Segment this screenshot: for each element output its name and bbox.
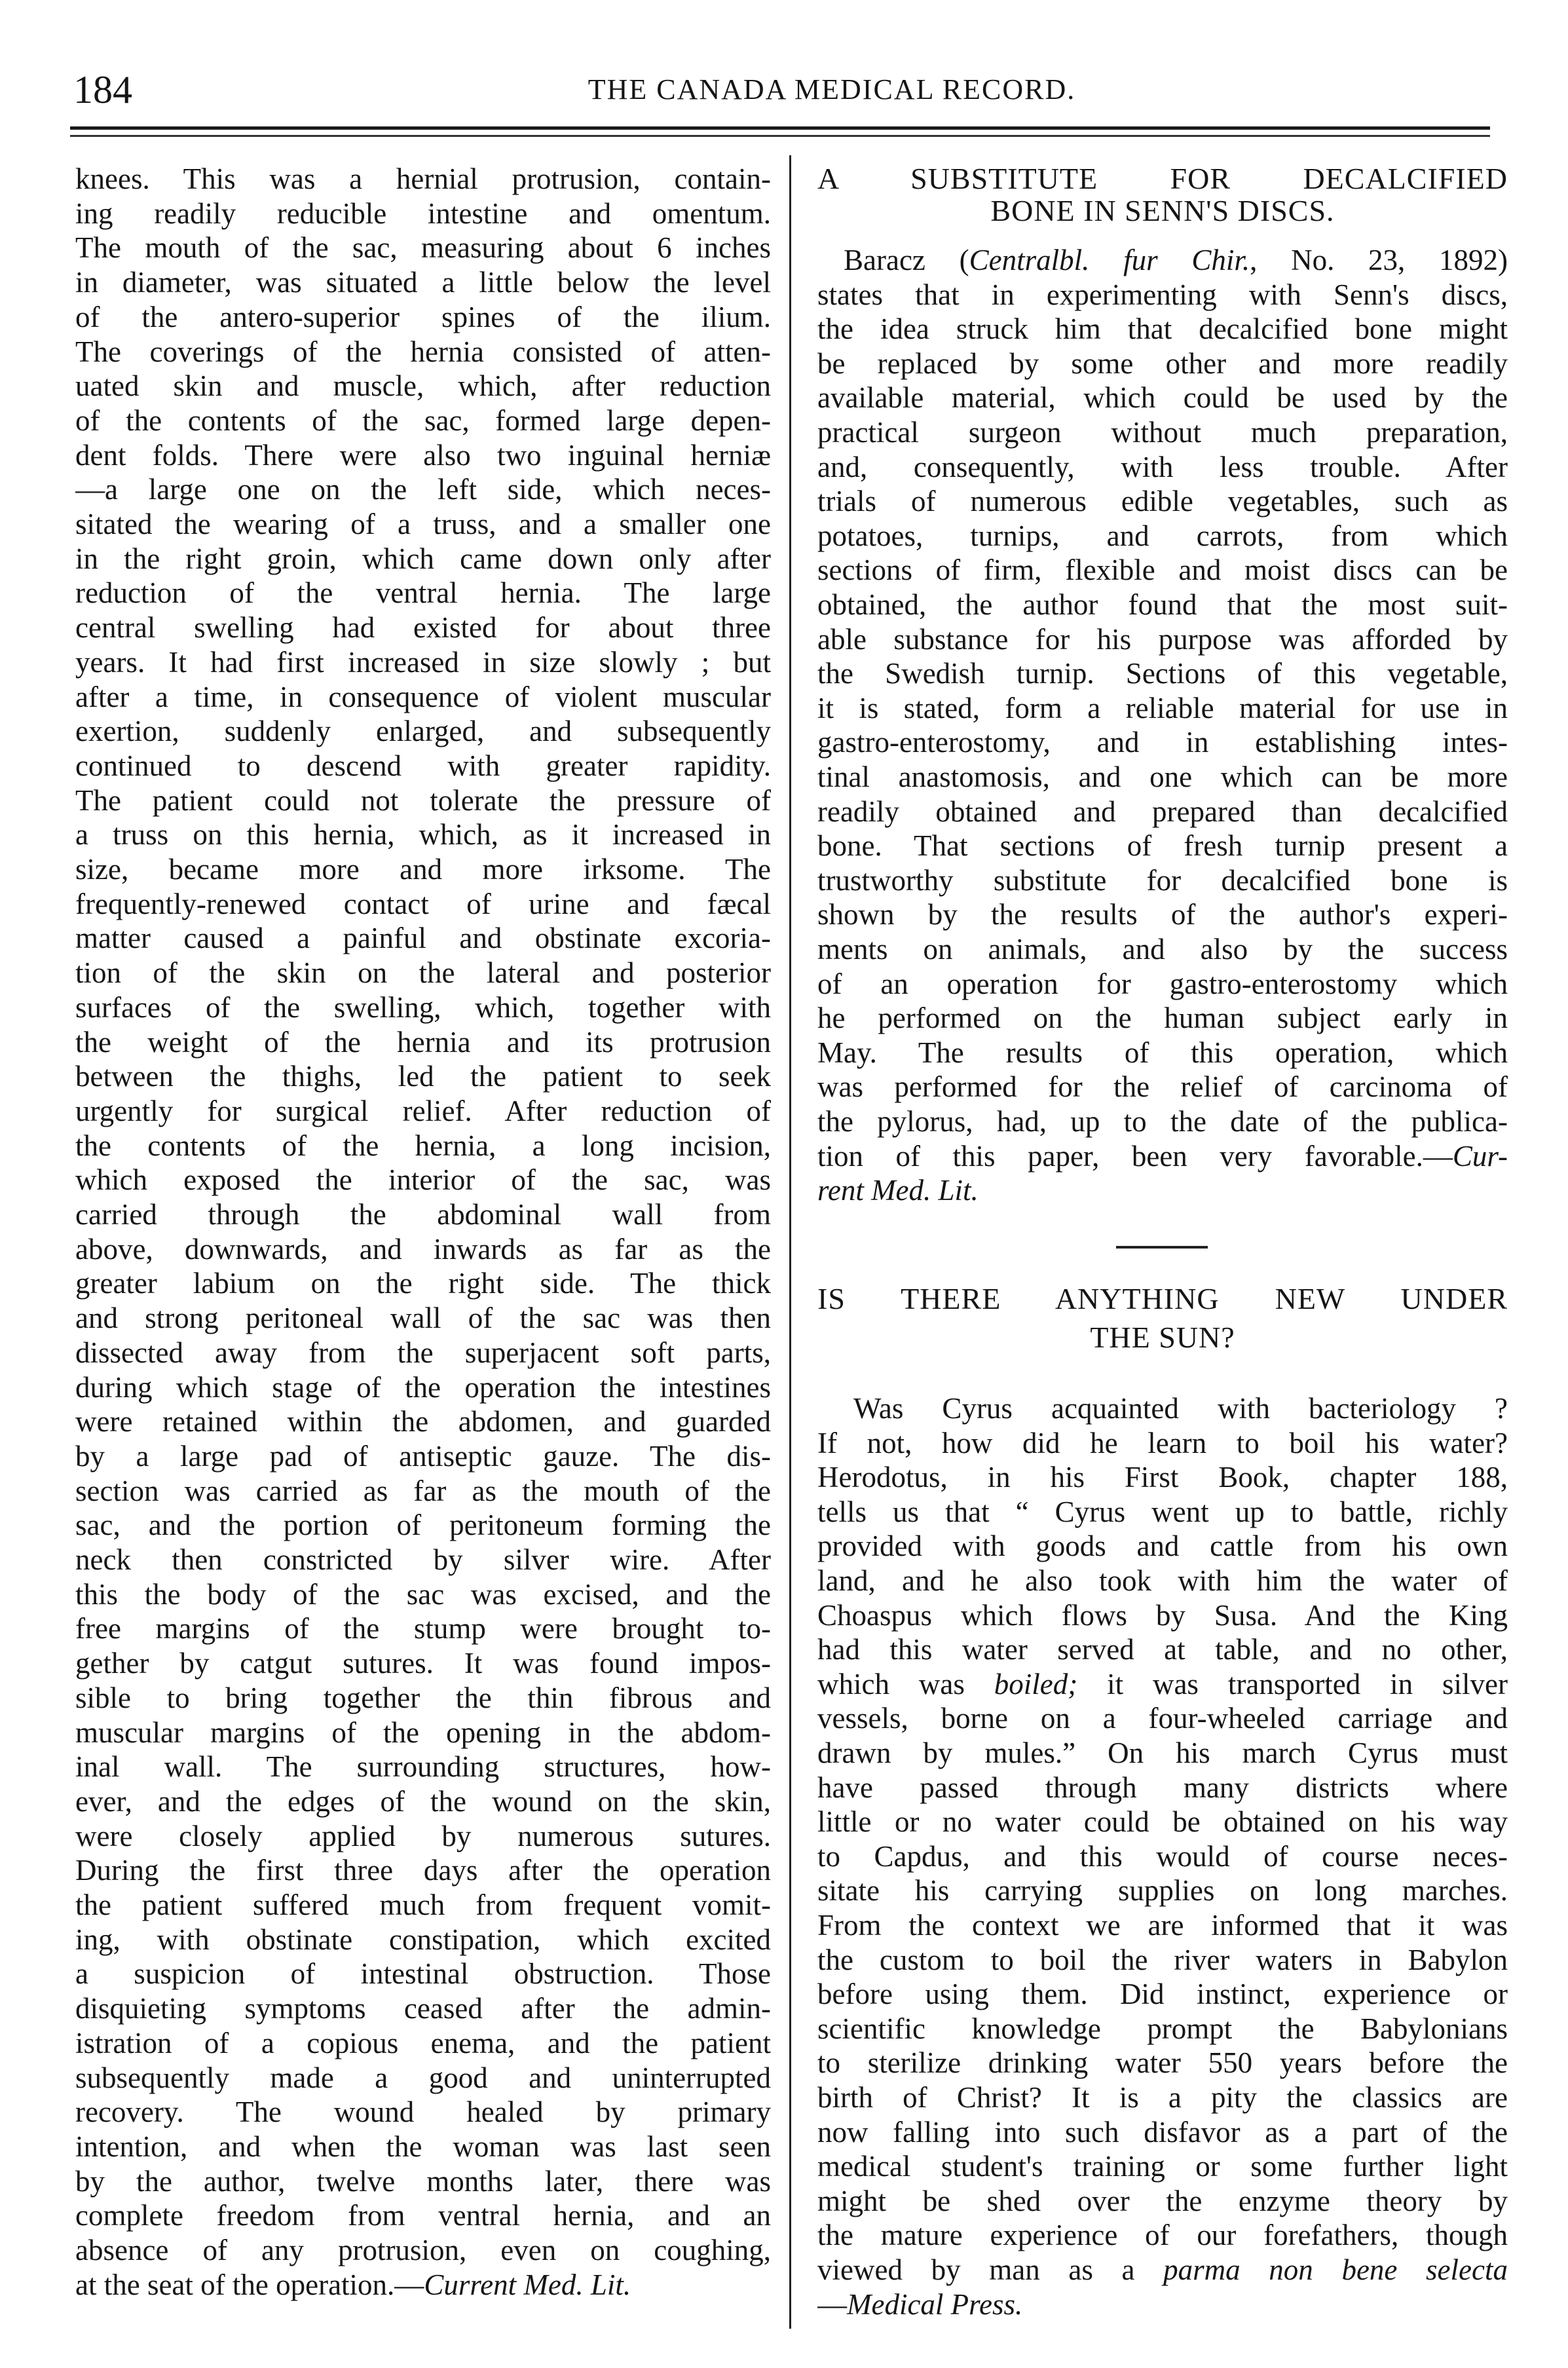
text-line: able substance for his purpose was afforded by bbox=[817, 623, 1508, 656]
text-line: readily obtained and prepared than decalcified bbox=[817, 795, 1508, 828]
text-line: Choaspus which flows by Susa. And the King bbox=[817, 1599, 1508, 1632]
text-line: by a large pad of antiseptic gauze. The dis- bbox=[75, 1440, 771, 1473]
text-line: istration of a copious enema, and the patient bbox=[75, 2027, 771, 2059]
text-line: the contents of the hernia, a long incision, bbox=[75, 1129, 771, 1162]
text-line: greater labium on the right side. The thick bbox=[75, 1267, 771, 1300]
text-line: knees. This was a hernial protrusion, contain- bbox=[75, 162, 771, 195]
text-line: frequently-renewed contact of urine and fæcal bbox=[75, 888, 771, 920]
text-line: years. It had first increased in size slowly ; but bbox=[75, 646, 771, 679]
text-line: this the body of the sac was excised, and the bbox=[75, 1578, 771, 1611]
text-line: which exposed the interior of the sac, was bbox=[75, 1163, 771, 1196]
text-line: central swelling had existed for about three bbox=[75, 611, 771, 644]
text-line: tinal anastomosis, and one which can be more bbox=[817, 761, 1508, 793]
text-line: subsequently made a good and uninterrupted bbox=[75, 2061, 771, 2094]
text-line: before using them. Did instinct, experience or bbox=[817, 1978, 1508, 2010]
article-title: A SUBSTITUTE FOR DECALCIFIED bbox=[817, 162, 1508, 195]
article-title: THE SUN? bbox=[1090, 1321, 1235, 1354]
text-line: scientific knowledge prompt the Babylonians bbox=[817, 2012, 1508, 2045]
text-line: of an operation for gastro-enterostomy which bbox=[817, 968, 1508, 1000]
text-line bbox=[844, 243, 1508, 277]
text-line: were retained within the abdomen, and guarded bbox=[75, 1405, 771, 1438]
article-title: IS THERE ANYTHING NEW UNDER bbox=[817, 1282, 1508, 1315]
text-line: —a large one on the left side, which neces- bbox=[75, 473, 771, 506]
text-line: neck then constricted by silver wire. After bbox=[75, 1543, 771, 1576]
text-line bbox=[817, 1667, 1508, 1701]
text-line: urgently for surgical relief. After reduction of bbox=[75, 1095, 771, 1127]
text-line: he performed on the human subject early in bbox=[817, 1002, 1508, 1034]
text-line: disquieting symptoms ceased after the admin- bbox=[75, 1992, 771, 2025]
text-line: during which stage of the operation the intestines bbox=[75, 1371, 771, 1404]
header-rule-thick bbox=[70, 126, 1490, 130]
text-line: tion of the skin on the lateral and posterior bbox=[75, 956, 771, 989]
text-segment: , No. 23, 1892) bbox=[1250, 244, 1508, 276]
text-line: above, downwards, and inwards as far as the bbox=[75, 1233, 771, 1266]
text-line: size, became more and more irksome. The bbox=[75, 853, 771, 886]
text-line: ever, and the edges of the wound on the skin, bbox=[75, 1785, 771, 1818]
text-line: states that in experimenting with Senn's discs, bbox=[817, 278, 1508, 311]
text-line: During the first three days after the operation bbox=[75, 1854, 771, 1887]
text-segment: it was transported in silver bbox=[1077, 1668, 1508, 1701]
article-separator-rule bbox=[1116, 1246, 1208, 1249]
text-line: Was Cyrus acquainted with bacteriology ? bbox=[853, 1392, 1508, 1425]
text-line: ments on animals, and also by the success bbox=[817, 933, 1508, 966]
text-line: shown by the results of the author's experi- bbox=[817, 898, 1508, 931]
text-line: bone. That sections of fresh turnip present a bbox=[817, 829, 1508, 862]
text-line: birth of Christ? It is a pity the classics are bbox=[817, 2081, 1508, 2114]
text-line: ing readily reducible intestine and omentum. bbox=[75, 197, 771, 230]
text-line: free margins of the stump were brought to- bbox=[75, 1612, 771, 1645]
text-line: available material, which could be used by the bbox=[817, 381, 1508, 414]
text-line: to sterilize drinking water 550 years before the bbox=[817, 2046, 1508, 2079]
text-line: potatoes, turnips, and carrots, from which bbox=[817, 519, 1508, 552]
text-line: drawn by mules.” On his march Cyrus must bbox=[817, 1737, 1508, 1769]
italic-text: Medical Press. bbox=[847, 2288, 1023, 2321]
text-line: From the context we are informed that it was bbox=[817, 1909, 1508, 1942]
text-line: section was carried as far as the mouth of the bbox=[75, 1475, 771, 1507]
text-line: vessels, borne on a four-wheeled carriage and bbox=[817, 1702, 1508, 1735]
text-line: continued to descend with greater rapidity. bbox=[75, 749, 771, 782]
text-line: intention, and when the woman was last seen bbox=[75, 2130, 771, 2163]
text-line: trials of numerous edible vegetables, such as bbox=[817, 485, 1508, 517]
text-line: the weight of the hernia and its protrusion bbox=[75, 1026, 771, 1059]
text-segment: Baracz ( bbox=[844, 244, 969, 276]
text-line: gether by catgut sutures. It was found impos- bbox=[75, 1647, 771, 1680]
text-line bbox=[817, 2253, 1508, 2287]
text-line: the Swedish turnip. Sections of this vegetable, bbox=[817, 657, 1508, 690]
text-line bbox=[817, 1139, 1508, 1173]
text-line: of the contents of the sac, formed large depen- bbox=[75, 404, 771, 437]
text-line: between the thighs, led the patient to seek bbox=[75, 1060, 771, 1093]
journal-title: THE CANADA MEDICAL RECORD. bbox=[588, 73, 1076, 105]
text-line: matter caused a painful and obstinate excoria- bbox=[75, 922, 771, 954]
text-line: ing, with obstinate constipation, which excited bbox=[75, 1923, 771, 1956]
text-line: The coverings of the hernia consisted of atten- bbox=[75, 335, 771, 368]
text-line: dent folds. There were also two inguinal herniæ bbox=[75, 439, 771, 472]
text-line: a truss on this hernia, which, as it increased in bbox=[75, 818, 771, 851]
text-line: May. The results of this operation, which bbox=[817, 1036, 1508, 1069]
text-line: dissected away from the superjacent soft parts, bbox=[75, 1336, 771, 1369]
text-line: and strong peritoneal wall of the sac was then bbox=[75, 1302, 771, 1334]
text-segment: at the seat of the operation.— bbox=[75, 2268, 424, 2301]
article-title: BONE IN SENN'S DISCS. bbox=[990, 194, 1335, 227]
text-line: were closely applied by numerous sutures. bbox=[75, 1820, 771, 1852]
page-number: 184 bbox=[73, 68, 132, 111]
text-line: sitated the wearing of a truss, and a smaller one bbox=[75, 508, 771, 540]
text-line: little or no water could be obtained on his way bbox=[817, 1805, 1508, 1838]
text-line: gastro-enterostomy, and in establishing intes- bbox=[817, 726, 1508, 759]
text-line: muscular margins of the opening in the abdom- bbox=[75, 1716, 771, 1749]
text-line: sac, and the portion of peritoneum forming the bbox=[75, 1509, 771, 1541]
text-line: to Capdus, and this would of course neces- bbox=[817, 1840, 1508, 1873]
text-line: have passed through many districts where bbox=[817, 1771, 1508, 1804]
text-line: of the antero-superior spines of the ilium. bbox=[75, 301, 771, 333]
italic-text: boiled; bbox=[994, 1668, 1078, 1701]
text-line: the patient suffered much from frequent vomit- bbox=[75, 1889, 771, 1921]
text-line: uated skin and muscle, which, after reduction bbox=[75, 369, 771, 402]
text-line: practical surgeon without much preparation, bbox=[817, 416, 1508, 449]
text-line: by the author, twelve months later, there was bbox=[75, 2165, 771, 2198]
text-line: reduction of the ventral hernia. The large bbox=[75, 576, 771, 609]
text-line: a suspicion of intestinal obstruction. Those bbox=[75, 1957, 771, 1990]
text-line: If not, how did he learn to boil his water? bbox=[817, 1427, 1508, 1459]
text-segment: which was bbox=[817, 1668, 994, 1701]
text-line: had this water served at table, and no other, bbox=[817, 1633, 1508, 1666]
text-line: obtained, the author found that the most suit- bbox=[817, 588, 1508, 621]
text-line: the idea struck him that decalcified bone might bbox=[817, 312, 1508, 345]
text-line: it is stated, form a reliable material for use in bbox=[817, 692, 1508, 724]
text-segment: tion of this paper, been very favorable.— bbox=[817, 1140, 1453, 1173]
text-line: in diameter, was situated a little below the level bbox=[75, 266, 771, 299]
header-double-rule bbox=[70, 126, 1490, 138]
text-line: the custom to boil the river waters in Babylon bbox=[817, 1944, 1508, 1976]
text-line: inal wall. The surrounding structures, how- bbox=[75, 1750, 771, 1783]
text-line: The mouth of the sac, measuring about 6 inches bbox=[75, 231, 771, 264]
text-line: recovery. The wound healed by primary bbox=[75, 2095, 771, 2128]
text-line: and, consequently, with less trouble. After bbox=[817, 451, 1508, 483]
text-line: trustworthy substitute for decalcified bone is bbox=[817, 864, 1508, 897]
text-line: sections of firm, flexible and moist discs can be bbox=[817, 554, 1508, 586]
italic-text: rent Med. Lit. bbox=[817, 1174, 979, 1207]
italic-text: Current Med. Lit. bbox=[424, 2268, 631, 2301]
text-line: carried through the abdominal wall from bbox=[75, 1198, 771, 1231]
text-line: medical student's training or some further light bbox=[817, 2150, 1508, 2183]
text-line bbox=[75, 2268, 771, 2302]
text-line: sitate his carrying supplies on long marches. bbox=[817, 1874, 1508, 1907]
text-line: sible to bring together the thin fibrous and bbox=[75, 1682, 771, 1714]
text-line bbox=[817, 1173, 1508, 1207]
text-line: the pylorus, had, up to the date of the publica- bbox=[817, 1105, 1508, 1138]
text-segment: viewed by man as a bbox=[817, 2253, 1164, 2286]
italic-text: parma non bene selecta bbox=[1163, 2253, 1508, 2286]
text-line: was performed for the relief of carcinoma of bbox=[817, 1070, 1508, 1103]
text-line: might be shed over the enzyme theory by bbox=[817, 2185, 1508, 2217]
text-line: The patient could not tolerate the pressure of bbox=[75, 784, 771, 817]
text-line: in the right groin, which came down only after bbox=[75, 542, 771, 575]
text-line: tells us that “ Cyrus went up to battle, richly bbox=[817, 1495, 1508, 1528]
text-line: land, and he also took with him the water of bbox=[817, 1564, 1508, 1597]
text-segment: — bbox=[817, 2288, 847, 2321]
header-rule-thin bbox=[70, 135, 1490, 137]
text-line: absence of any protrusion, even on coughing, bbox=[75, 2234, 771, 2266]
italic-text: Cur- bbox=[1452, 1140, 1508, 1173]
text-line: Herodotus, in his First Book, chapter 188, bbox=[817, 1461, 1508, 1494]
text-line: exertion, suddenly enlarged, and subsequently bbox=[75, 715, 771, 747]
text-line: surfaces of the swelling, which, together with bbox=[75, 991, 771, 1024]
italic-text: Centralbl. fur Chir. bbox=[969, 244, 1250, 276]
text-line bbox=[817, 2287, 1508, 2321]
text-line: be replaced by some other and more readily bbox=[817, 347, 1508, 380]
column-divider bbox=[789, 155, 791, 2329]
text-line: now falling into such disfavor as a part of the bbox=[817, 2116, 1508, 2149]
text-line: provided with goods and cattle from his own bbox=[817, 1530, 1508, 1562]
text-line: the mature experience of our forefathers, though bbox=[817, 2219, 1508, 2251]
text-line: after a time, in consequence of violent muscular bbox=[75, 681, 771, 713]
text-line: complete freedom from ventral hernia, and an bbox=[75, 2199, 771, 2232]
